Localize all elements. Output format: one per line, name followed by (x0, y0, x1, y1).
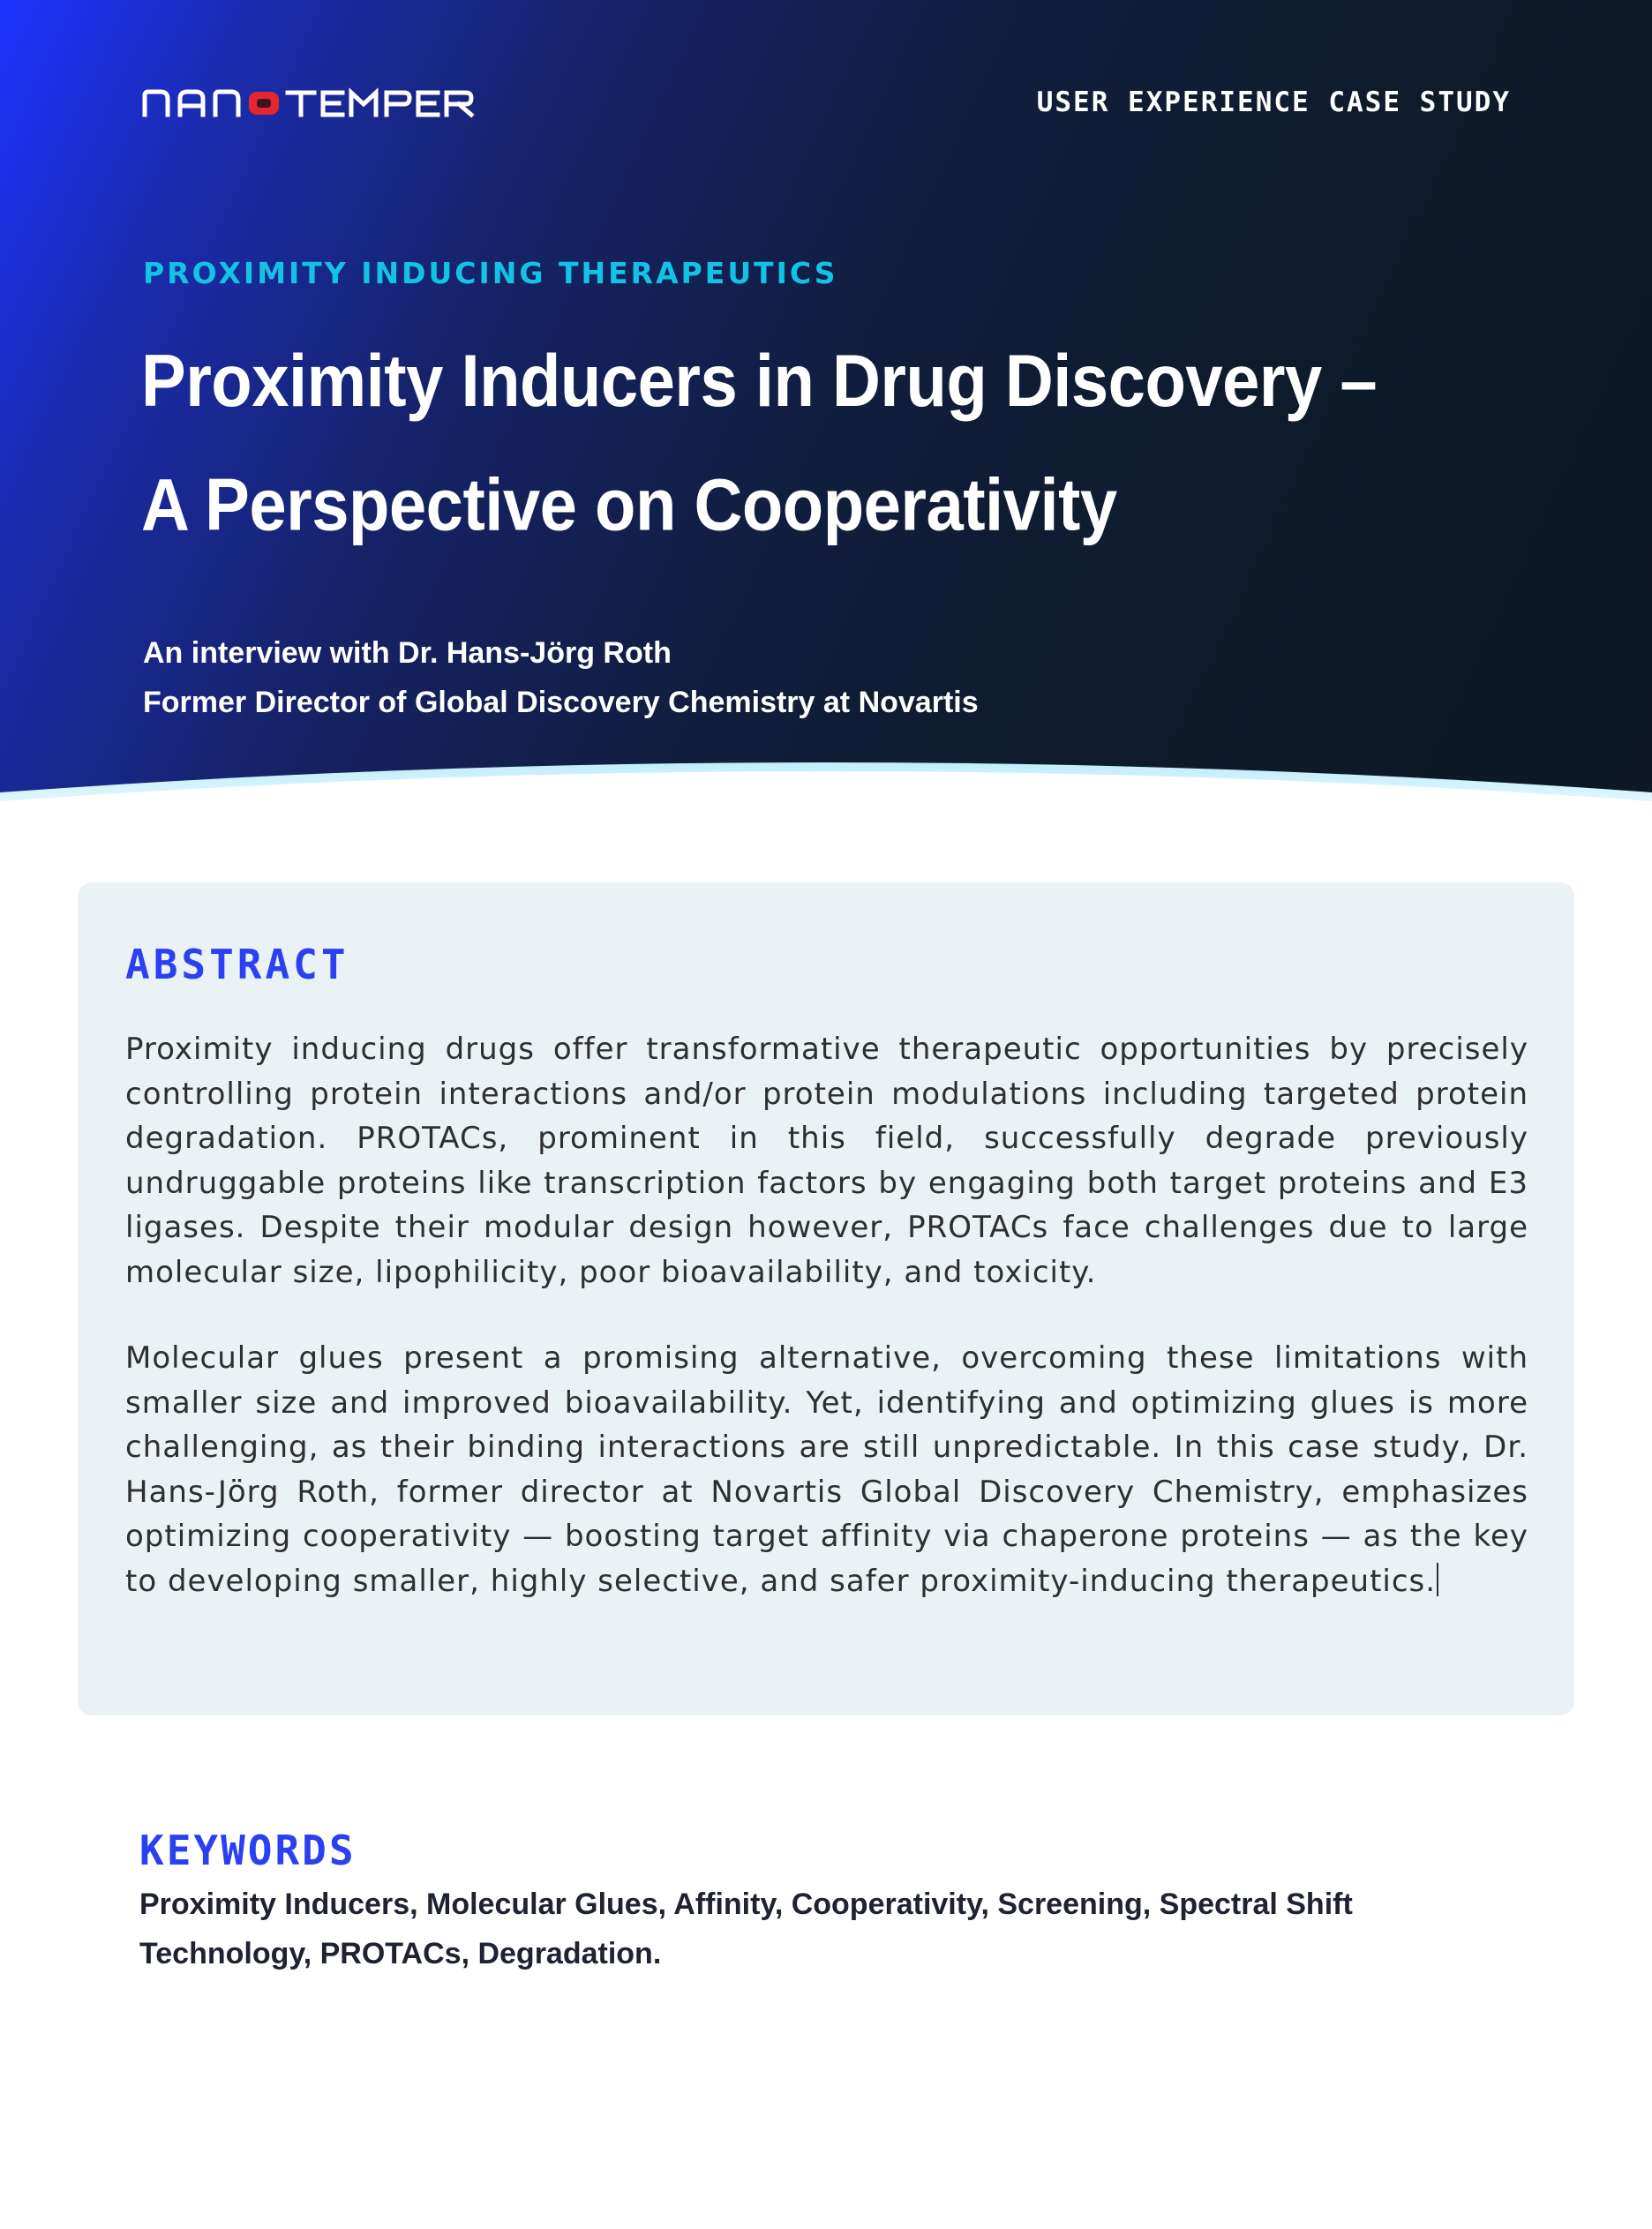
keywords-list: Proximity Inducers, Molecular Glues, Affinity, Cooperativity, Screening, Spectral Shift Technology, PROTACs, Degradation. (139, 1888, 1353, 1970)
abstract-paragraph-2-text: Molecular glues present a promising alternative, overcoming these limitations with smaller size and improved bioavailability. Yet, identifying and optimizing glues is more challenging, as their binding interactions are still unpredictable. In this case study, Dr. Hans-Jörg Roth, former director at Novartis Global Discovery Chemistry, emphasizes optimizing cooperativity — boosting target affinity via chaperone proteins — as the key to developing smaller, highly selective, and safer proximity-inducing therapeutics. (125, 1340, 1528, 1599)
keywords-heading: KEYWORDS (139, 1827, 357, 1874)
abstract-paragraph-2 (125, 1336, 1528, 1603)
case-study-label: USER EXPERIENCE CASE STUDY (1036, 86, 1511, 118)
byline-interviewee: An interview with Dr. Hans-Jörg Roth (143, 636, 672, 670)
abstract-body[interactable] (125, 1027, 1528, 1603)
abstract-paragraph-1: Proximity inducing drugs offer transformative therapeutic opportunities by precisely controlling protein interactions and/or protein modulations including targeted protein degradation. PROTACs, prominent in this field, successfully degrade previously undruggable proteins like transcription factors by engaging both target proteins and E3 ligases. Despite their modular design however, PROTACs face challenges due to large molecular size, lipophilicity, poor bioavailability, and toxicity. (125, 1032, 1528, 1290)
byline (143, 628, 979, 727)
text-cursor (1437, 1563, 1438, 1596)
byline-role: Former Director of Global Discovery Chemistry at Novartis (143, 686, 979, 719)
abstract-panel (78, 882, 1574, 1715)
title-line-2: A Perspective on Cooperativity (141, 463, 1117, 547)
title-line-1: Proximity Inducers in Drug Discovery – (141, 340, 1378, 423)
section-kicker: PROXIMITY INDUCING THERAPEUTICS (143, 256, 838, 290)
nanotemper-logo (141, 85, 494, 120)
abstract-heading: ABSTRACT (125, 941, 349, 988)
page-title (141, 319, 1518, 568)
hero-curve-divider (0, 741, 1652, 838)
